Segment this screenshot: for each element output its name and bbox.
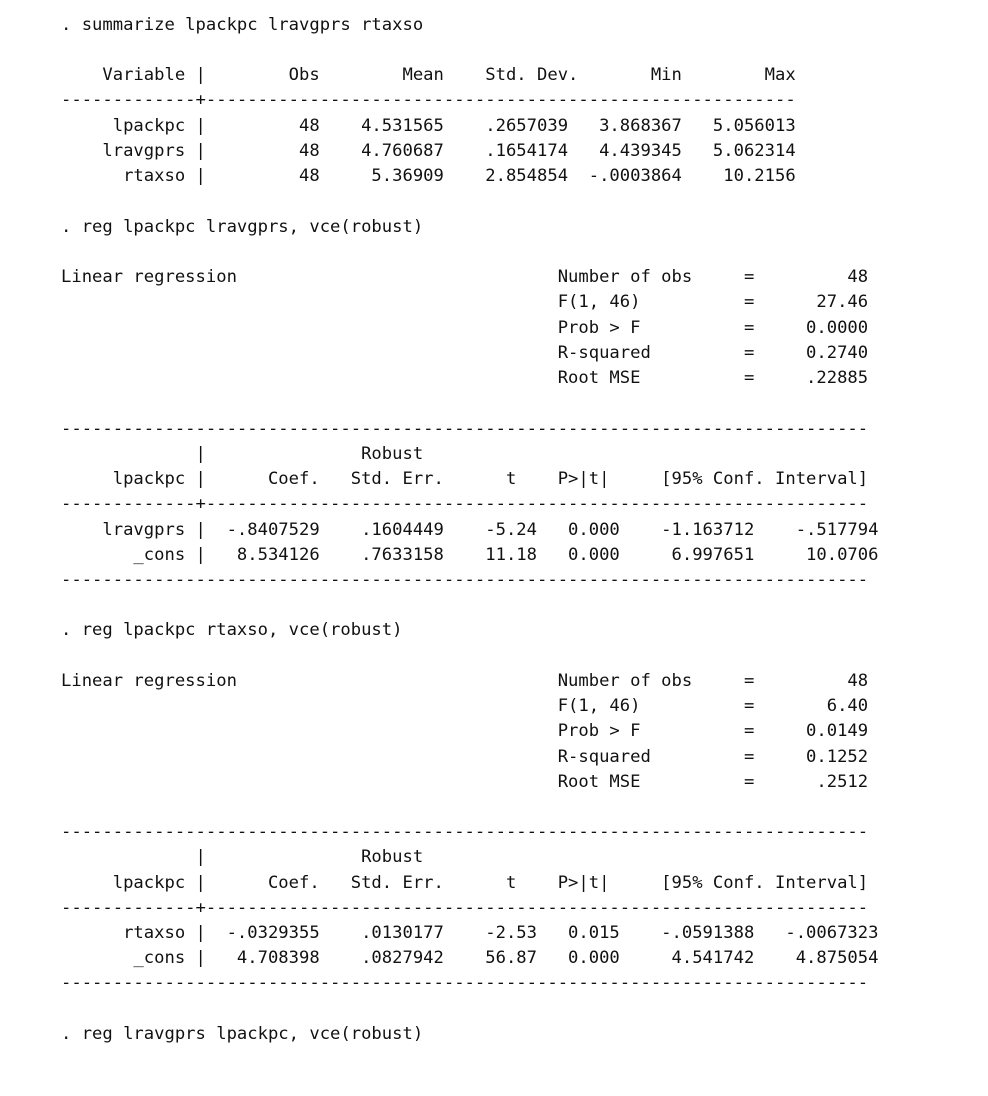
reg2-header-robust: | Robust [61, 847, 424, 867]
reg1-bottom-rule: ------------------------------------------------------------------------------ [61, 570, 869, 590]
command-reg-2: . reg lpackpc rtaxso, vce(robust) [61, 620, 403, 640]
command-summarize: . summarize lpackpc lravgprs rtaxso [61, 15, 424, 35]
reg1-stat-nobs: Linear regression Number of obs = 48 [61, 267, 869, 287]
command-reg-1: . reg lpackpc lravgprs, vce(robust) [61, 217, 424, 237]
reg2-top-rule: ------------------------------------------------------------------------------ [61, 822, 869, 842]
reg1-stat-rmse: Root MSE = .22885 [61, 368, 869, 388]
summary-row-lravgprs: lravgprs | 48 4.760687 .1654174 4.439345 5.062314 [61, 141, 796, 161]
summary-divider: -------------+--------------------------------------------------------- [61, 90, 796, 110]
summary-row-rtaxso: rtaxso | 48 5.36909 2.854854 -.0003864 10.2156 [61, 166, 796, 186]
command-reg-3: . reg lravgprs lpackpc, vce(robust) [61, 1024, 424, 1044]
summary-header: Variable | Obs Mean Std. Dev. Min Max [61, 65, 796, 85]
reg2-bottom-rule: ------------------------------------------------------------------------------ [61, 973, 869, 993]
reg1-top-rule: ------------------------------------------------------------------------------ [61, 419, 869, 439]
reg2-stat-nobs: Linear regression Number of obs = 48 [61, 671, 869, 691]
reg1-header-robust: | Robust [61, 444, 424, 464]
reg2-row-rtaxso: rtaxso | -.0329355 .0130177 -2.53 0.015 -.0591388 -.0067323 [61, 923, 879, 943]
reg1-stat-r2: R-squared = 0.2740 [61, 343, 869, 363]
reg1-divider: -------------+---------------------------------------------------------------- [61, 494, 869, 514]
reg2-stat-probf: Prob > F = 0.0149 [61, 721, 869, 741]
reg2-row-cons: _cons | 4.708398 .0827942 56.87 0.000 4.541742 4.875054 [61, 948, 879, 968]
reg2-stat-f: F(1, 46) = 6.40 [61, 696, 869, 716]
reg1-row-cons: _cons | 8.534126 .7633158 11.18 0.000 6.997651 10.0706 [61, 545, 879, 565]
summary-row-lpackpc: lpackpc | 48 4.531565 .2657039 3.868367 5.056013 [61, 116, 796, 136]
reg2-stat-rmse: Root MSE = .2512 [61, 772, 869, 792]
reg2-header: lpackpc | Coef. Std. Err. t P>|t| [95% Conf. Interval] [61, 873, 869, 893]
reg2-stat-r2: R-squared = 0.1252 [61, 747, 869, 767]
reg1-stat-f: F(1, 46) = 27.46 [61, 292, 869, 312]
reg1-stat-probf: Prob > F = 0.0000 [61, 318, 869, 338]
reg2-divider: -------------+---------------------------------------------------------------- [61, 898, 869, 918]
reg1-row-lravgprs: lravgprs | -.8407529 .1604449 -5.24 0.000 -1.163712 -.517794 [61, 520, 879, 540]
reg1-header: lpackpc | Coef. Std. Err. t P>|t| [95% Conf. Interval] [61, 469, 869, 489]
